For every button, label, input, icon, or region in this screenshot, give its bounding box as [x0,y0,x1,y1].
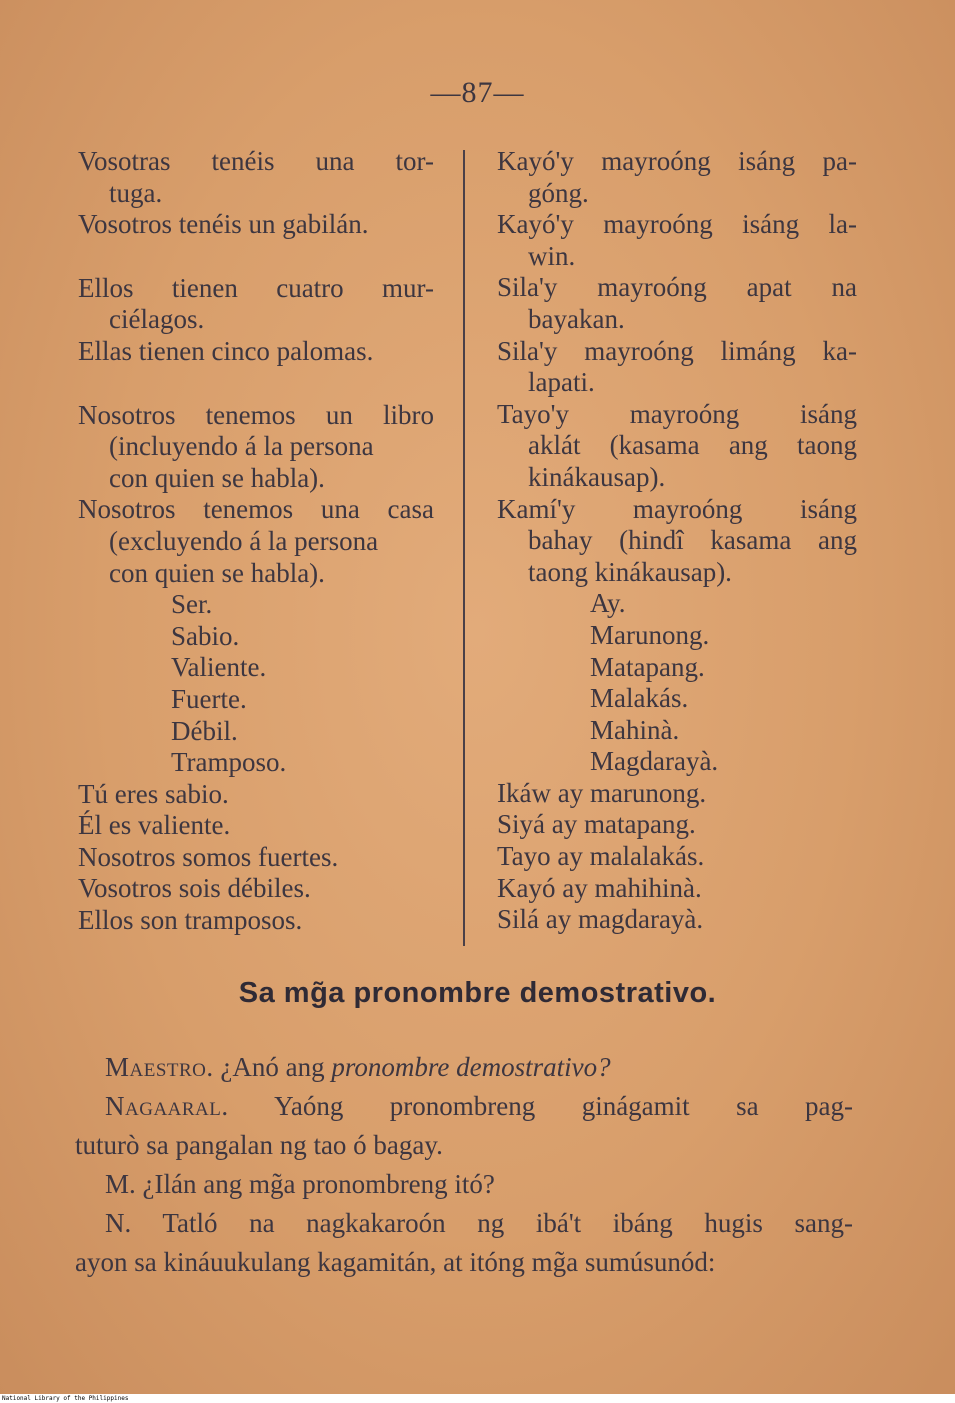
text-line: Ay. [590,588,626,619]
dialogue-text: Tatló na nagkakaroón ng ibá't ibáng hugis sang- [162,1208,853,1238]
text-line: góng. [528,177,589,208]
text-line: Tú eres sabio. [78,778,229,809]
text-line: Tayo'y mayroóng isáng [497,398,857,429]
text-line: Ser. [171,589,213,620]
text-line: Nosotros tenemos un libro [78,399,434,430]
text-line: Vosotros sois débiles. [78,873,311,904]
text-line: Ellos son tramposos. [78,905,303,936]
text-line: bayakan. [528,303,625,334]
text-line: Él es valiente. [78,810,231,841]
text-line: taong kinákausap). [528,556,732,587]
text-line: Vosotras tenéis una tor- [78,146,434,176]
text-line: Kamí'y mayroóng isáng [497,493,857,524]
text-line: Tramposo. [171,747,287,778]
text-line: Silá ay magdarayà. [497,904,704,935]
dialogue-line [75,1165,853,1204]
text-line: Vosotros tenéis un gabilán. [78,209,369,240]
column-divider [463,150,465,946]
dialogue-line [75,1204,853,1243]
speaker-label: Nagaaral. [105,1091,229,1121]
dialogue-text: Yaóng pronombreng ginágamit sa pag- [274,1091,854,1121]
dialogue-block [75,1048,853,1282]
text-line: Magdarayà. [590,746,719,777]
text-line: Sabio. [171,620,240,651]
page-number: —87— [430,76,525,109]
text-line: lapati. [528,367,595,398]
text-line: Fuerte. [171,683,247,714]
dialogue-text: ayon sa kináuukulang kagamitán, at itóng mg̃a sumúsunód: [75,1247,716,1277]
dialogue-line [75,1087,853,1126]
text-line: Ellas tienen cinco palomas. [78,335,374,366]
text-line: Tayo ay malalakás. [497,841,705,872]
text-line: Siyá ay matapang. [497,809,696,840]
text-line: Ellos tienen cuatro mur- [78,272,434,303]
left-column-spanish [78,146,434,937]
text-line: con quien se habla). [109,557,325,588]
text-line: (excluyendo á la persona [109,525,379,556]
dialogue-line [75,1048,853,1087]
dialogue-text: ¿Anó ang [220,1052,325,1082]
text-line: Matapang. [590,651,705,682]
dialogue-text: tuturò sa pangalan ng tao ó bagay. [75,1130,443,1160]
text-line: Malakás. [590,683,689,714]
text-line: Mahinà. [590,714,680,745]
text-line: Valiente. [171,652,267,683]
blank-line [78,241,434,273]
text-line: win. [528,240,576,271]
text-line: Kayó'y mayroóng isáng pa- [497,146,857,176]
text-line: Kayó ay mahihinà. [497,872,702,903]
text-line: Sila'y mayroóng limáng ka- [497,335,857,366]
dialogue-text: ¿Ilán ang mg̃a pronombreng itó? [142,1169,495,1199]
text-line: bahay (hindî kasama ang [528,525,857,556]
footer-strip [0,1394,955,1403]
speaker-label: N. [105,1208,132,1238]
text-line: Marunong. [590,619,710,650]
text-line: Nosotros somos fuertes. [78,841,339,872]
section-title: Sa mg̃a pronombre demostrativo. [238,977,717,1009]
text-line: ciélagos. [109,304,205,335]
text-line: Débil. [171,715,238,746]
text-line: Nosotros tenemos una casa [78,494,434,525]
italic-term: pronombre demostrativo? [331,1052,611,1082]
text-line: aklát (kasama ang taong [528,430,857,461]
dialogue-line [75,1243,853,1282]
dialogue-line [75,1126,853,1165]
text-line: Kayó'y mayroóng isáng la- [497,209,857,240]
text-line: Sila'y mayroóng apat na [497,272,857,303]
right-column-tagalog [497,146,857,936]
text-line: Ikáw ay marunong. [497,777,707,808]
speaker-label: Maestro. [105,1052,214,1082]
speaker-label: M. [105,1169,136,1199]
text-line: (incluyendo á la persona [109,431,374,462]
blank-line [78,368,434,400]
text-line: tuga. [109,177,163,208]
text-line: con quien se habla). [109,462,325,493]
text-line: kinákausap). [528,461,666,492]
footer-credit: National Library of the Philippines [2,1395,129,1402]
